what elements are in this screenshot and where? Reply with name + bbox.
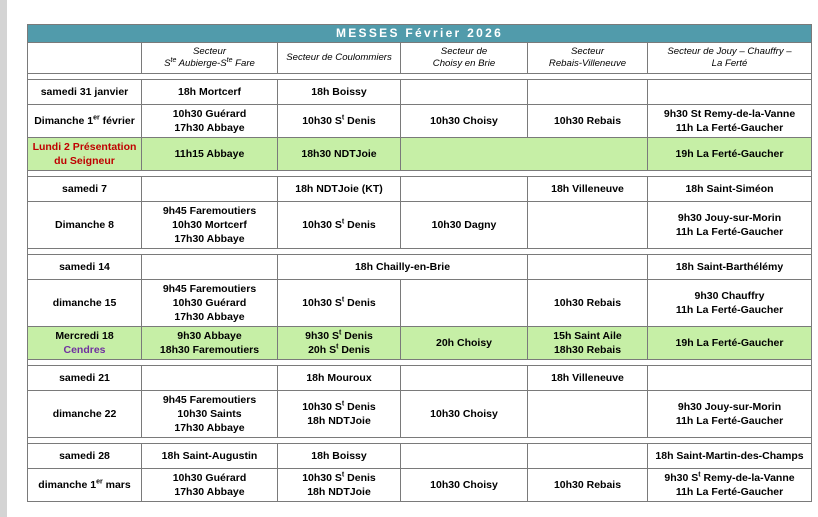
text-segment: Dimanche 8 (55, 219, 114, 231)
text-segment: 9h30 Jouy-sur-Morin (677, 212, 782, 224)
cell-line (650, 107, 809, 121)
cell-line (530, 371, 645, 385)
text-segment: Denis (344, 297, 376, 309)
schedule-row (28, 255, 812, 280)
text-segment: 17h30 Abbaye (174, 422, 245, 434)
text-segment: 18h Saint-Augustin (161, 450, 258, 462)
cell-line (280, 296, 398, 310)
text-segment: 18h Villeneuve (551, 372, 624, 384)
text-segment: 18h Villeneuve (551, 183, 624, 195)
cell-line (30, 407, 139, 421)
text-segment: 10h30 Rebais (553, 479, 622, 491)
mass-times-cell (142, 255, 278, 280)
mass-times-cell (142, 280, 278, 327)
cell-line (280, 147, 398, 161)
cell-line (650, 336, 809, 350)
mass-times-cell (278, 391, 401, 438)
text-segment: Dimanche 1 (34, 115, 94, 127)
text-segment: 18h Mouroux (306, 372, 372, 384)
mass-times-cell (528, 327, 648, 360)
mass-times-cell (142, 202, 278, 249)
superscript: t (341, 296, 345, 304)
mass-times-cell (278, 177, 401, 202)
text-segment: 11h La Ferté-Gaucher (675, 304, 784, 316)
text-segment: 10h30 S (302, 219, 342, 231)
cell-line (280, 329, 398, 343)
cell-line (144, 296, 275, 310)
text-segment: Secteur (192, 46, 227, 57)
text-segment: Choisy en Brie (432, 58, 496, 69)
text-segment: Denis (344, 115, 376, 127)
day-column-header (28, 43, 142, 74)
cell-line (30, 260, 139, 274)
sector-header-cell (648, 43, 812, 74)
text-segment: 11h La Ferté-Gaucher (675, 486, 784, 498)
mass-times-cell (401, 469, 528, 502)
cell-line (650, 147, 809, 161)
cell-line (280, 182, 398, 196)
mass-times-cell (278, 202, 401, 249)
cell-line (403, 218, 525, 232)
mass-times-cell (401, 327, 528, 360)
text-segment: février (99, 115, 135, 127)
cell-line (144, 407, 275, 421)
cell-line (403, 46, 525, 58)
schedule-title: MESSES Février 2026 (28, 25, 812, 43)
schedule-body (28, 74, 812, 502)
superscript: te (170, 56, 177, 64)
text-segment: 15h Saint Aile (553, 330, 622, 342)
cell-line (280, 471, 398, 485)
cell-line (144, 310, 275, 324)
text-segment: Denis (344, 219, 376, 231)
text-segment: 10h30 Rebais (553, 297, 622, 309)
text-segment: 10h30 Dagny (431, 219, 497, 231)
text-segment: 17h30 Abbaye (174, 233, 245, 245)
cell-line (530, 329, 645, 343)
cell-line (280, 218, 398, 232)
cell-line (144, 85, 275, 99)
text-segment: 9h30 S (664, 472, 699, 484)
mass-times-cell (142, 327, 278, 360)
text-segment: samedi 28 (59, 450, 110, 462)
cell-line (280, 343, 398, 357)
cell-line (530, 58, 645, 70)
cell-line (144, 393, 275, 407)
cell-line (650, 182, 809, 196)
superscript: t (336, 343, 339, 351)
sector-header-row (28, 43, 812, 74)
superscript: er (93, 114, 100, 122)
mass-times-cell (142, 138, 278, 171)
text-segment: 18h NDTJoie (307, 415, 371, 427)
sector-header-cell (142, 43, 278, 74)
colored-text: Lundi 2 Présentation (32, 141, 137, 153)
text-segment: Denis (338, 344, 370, 356)
mass-times-cell (528, 444, 648, 469)
text-segment: 9h30 St Remy-de-la-Vanne (663, 108, 796, 120)
cell-line (403, 407, 525, 421)
mass-times-cell (401, 391, 528, 438)
cell-line (30, 449, 139, 463)
cell-line (280, 260, 525, 274)
text-segment: 11h La Ferté-Gaucher (675, 226, 784, 238)
mass-times-cell (401, 280, 528, 327)
cell-line (144, 232, 275, 246)
text-segment: 10h30 Guérard (172, 472, 247, 484)
cell-line (650, 414, 809, 428)
mass-times-cell (648, 202, 812, 249)
cell-line (650, 400, 809, 414)
schedule-row (28, 469, 812, 502)
cell-line (144, 421, 275, 435)
cell-line (530, 343, 645, 357)
cell-line (650, 485, 809, 499)
cell-line (280, 485, 398, 499)
mass-times-cell (528, 80, 648, 105)
day-label (28, 469, 142, 502)
text-segment: 20h Choisy (435, 337, 493, 349)
text-segment: 10h30 S (302, 401, 342, 413)
text-segment: 10h30 Rebais (553, 115, 622, 127)
text-segment: 9h45 Faremoutiers (162, 205, 257, 217)
schedule-row (28, 366, 812, 391)
mass-times-cell (401, 80, 528, 105)
cell-line (30, 114, 139, 128)
text-segment: 19h La Ferté-Gaucher (675, 337, 784, 349)
schedule-row (28, 105, 812, 138)
text-segment: 10h30 S (302, 297, 342, 309)
cell-line (650, 449, 809, 463)
mass-times-cell (648, 444, 812, 469)
cell-line (403, 336, 525, 350)
text-segment: Denis (341, 330, 373, 342)
text-segment: 9h30 Abbaye (177, 330, 242, 342)
text-segment: Fare (232, 58, 255, 69)
superscript: t (341, 218, 345, 226)
schedule-row (28, 391, 812, 438)
mass-times-cell (528, 469, 648, 502)
colored-text: Cendres (63, 344, 106, 356)
cell-line (650, 289, 809, 303)
cell-line (144, 218, 275, 232)
cell-line (530, 114, 645, 128)
text-segment: Secteur de Coulommiers (286, 52, 392, 63)
cell-line (144, 343, 275, 357)
text-segment: 11h La Ferté-Gaucher (675, 415, 784, 427)
mass-times-cell (401, 366, 528, 391)
day-label (28, 327, 142, 360)
text-segment: samedi 21 (59, 372, 110, 384)
text-segment: 9h30 Jouy-sur-Morin (677, 401, 782, 413)
text-segment: 10h30 Choisy (430, 115, 498, 127)
text-segment: 9h30 S (305, 330, 339, 342)
text-segment: 10h30 S (302, 472, 342, 484)
schedule-row (28, 202, 812, 249)
mass-times-cell (278, 80, 401, 105)
mass-times-cell (278, 366, 401, 391)
cell-line (144, 58, 275, 70)
superscript: t (341, 400, 345, 408)
superscript: er (96, 478, 103, 486)
text-segment: mars (102, 479, 131, 491)
cell-line (144, 46, 275, 58)
text-segment: 10h30 Mortcerf (172, 219, 247, 231)
mass-times-cell (528, 366, 648, 391)
text-segment: Rebais-Villeneuve (548, 58, 627, 69)
text-segment: Mercredi 18 (55, 330, 114, 342)
mass-times-cell (648, 391, 812, 438)
mass-times-cell (648, 177, 812, 202)
cell-line (403, 114, 525, 128)
text-segment: 18h30 Faremoutiers (159, 344, 260, 356)
text-segment: Secteur (570, 46, 605, 57)
mass-times-cell (648, 280, 812, 327)
text-segment: 10h30 Saints (177, 408, 242, 420)
day-label (28, 391, 142, 438)
mass-times-cell (648, 327, 812, 360)
schedule-row (28, 80, 812, 105)
mass-times-cell (142, 391, 278, 438)
cell-line (650, 46, 809, 58)
text-segment: 10h30 Choisy (430, 408, 498, 420)
cell-line (280, 85, 398, 99)
cell-line (403, 478, 525, 492)
text-segment: dimanche 15 (52, 297, 117, 309)
day-label (28, 80, 142, 105)
cell-line (280, 114, 398, 128)
day-label (28, 280, 142, 327)
day-label (28, 444, 142, 469)
text-segment: 10h30 Guérard (172, 108, 247, 120)
cell-line (650, 260, 809, 274)
cell-line (30, 182, 139, 196)
sector-header-cell (401, 43, 528, 74)
text-segment: 19h La Ferté-Gaucher (675, 148, 784, 160)
mass-times-cell (528, 177, 648, 202)
cell-line (144, 329, 275, 343)
text-segment: samedi 7 (62, 183, 107, 195)
text-segment: 17h30 Abbaye (174, 122, 245, 134)
text-segment: 18h Saint-Siméon (685, 183, 774, 195)
mass-times-cell (142, 105, 278, 138)
sector-header-cell (528, 43, 648, 74)
text-segment: 18h Mortcerf (177, 86, 241, 98)
mass-times-cell (528, 255, 648, 280)
cell-line (650, 225, 809, 239)
day-label (28, 255, 142, 280)
mass-times-cell (528, 280, 648, 327)
day-label (28, 105, 142, 138)
mass-times-cell (528, 202, 648, 249)
mass-times-cell (278, 469, 401, 502)
schedule-row (28, 138, 812, 171)
text-segment: Denis (344, 401, 376, 413)
superscript: t (698, 471, 701, 479)
cell-line (530, 478, 645, 492)
cell-line (403, 58, 525, 70)
cell-line (30, 343, 139, 357)
text-segment: 18h Boissy (311, 450, 367, 462)
text-segment: 18h NDTJoie (307, 486, 371, 498)
cell-line (280, 371, 398, 385)
text-segment: samedi 31 janvier (40, 86, 129, 98)
mass-times-cell (278, 255, 528, 280)
schedule-row (28, 444, 812, 469)
cell-line (144, 121, 275, 135)
mass-times-cell (648, 80, 812, 105)
cell-line (30, 478, 139, 492)
sector-header-cell (278, 43, 401, 74)
text-segment: 20h S (308, 344, 337, 356)
mass-times-cell (648, 366, 812, 391)
mass-times-cell (278, 105, 401, 138)
mass-times-cell (648, 105, 812, 138)
cell-line (144, 107, 275, 121)
day-label (28, 366, 142, 391)
text-segment: 9h45 Faremoutiers (162, 283, 257, 295)
text-segment: Denis (344, 472, 376, 484)
mass-times-cell (528, 391, 648, 438)
cell-line (530, 182, 645, 196)
mass-times-cell (142, 80, 278, 105)
text-segment: 18h30 NDTJoie (301, 148, 377, 160)
cell-line (144, 449, 275, 463)
cell-line (30, 218, 139, 232)
text-segment: 9h45 Faremoutiers (162, 394, 257, 406)
text-segment: 17h30 Abbaye (174, 311, 245, 323)
day-label (28, 138, 142, 171)
cell-line (280, 414, 398, 428)
mass-times-cell (648, 469, 812, 502)
text-segment: 11h15 Abbaye (174, 148, 245, 160)
mass-times-cell (401, 444, 528, 469)
cell-line (144, 282, 275, 296)
mass-times-cell (401, 138, 648, 171)
mass-times-cell (401, 105, 528, 138)
cell-line (650, 58, 809, 70)
text-segment: 10h30 Guérard (172, 297, 247, 309)
cell-line (30, 371, 139, 385)
cell-line (280, 52, 398, 64)
text-segment: samedi 14 (59, 261, 110, 273)
superscript: t (341, 471, 345, 479)
cell-line (650, 211, 809, 225)
superscript: t (341, 114, 345, 122)
text-segment: Secteur de (440, 46, 488, 57)
text-segment: La Ferté (711, 58, 748, 69)
mass-times-cell (278, 138, 401, 171)
superscript: te (226, 56, 233, 64)
cell-line (650, 471, 809, 485)
text-segment: 18h Boissy (311, 86, 367, 98)
text-segment: 18h Saint-Martin-des-Champs (655, 450, 804, 462)
text-segment: 10h30 Choisy (430, 479, 498, 491)
text-segment: 17h30 Abbaye (174, 486, 245, 498)
cell-line (280, 400, 398, 414)
mass-times-cell (142, 366, 278, 391)
mass-times-cell (648, 255, 812, 280)
mass-schedule-table (27, 24, 812, 502)
mass-times-cell (278, 444, 401, 469)
superscript: t (339, 329, 342, 337)
text-segment: S (164, 58, 171, 69)
mass-times-cell (401, 202, 528, 249)
cell-line (530, 296, 645, 310)
cell-line (650, 121, 809, 135)
mass-times-cell (142, 177, 278, 202)
text-segment: 18h NDTJoie (KT) (295, 183, 383, 195)
cell-line (530, 46, 645, 58)
text-segment: Remy-de-la-Vanne (700, 472, 795, 484)
title-row (28, 25, 812, 43)
cell-line (30, 296, 139, 310)
schedule-row (28, 280, 812, 327)
day-label (28, 177, 142, 202)
cell-line (144, 485, 275, 499)
cell-line (30, 85, 139, 99)
text-segment: 10h30 S (302, 115, 342, 127)
cell-line (30, 154, 139, 168)
cell-line (144, 147, 275, 161)
cell-line (30, 329, 139, 343)
page-margin-band (0, 0, 7, 517)
cell-line (144, 204, 275, 218)
mass-times-cell (278, 280, 401, 327)
mass-times-cell (142, 469, 278, 502)
cell-line (144, 471, 275, 485)
text-segment: 18h30 Rebais (553, 344, 622, 356)
cell-line (650, 303, 809, 317)
text-segment: 18h Saint-Barthélémy (675, 261, 784, 273)
text-segment: 18h Chailly-en-Brie (354, 261, 451, 273)
schedule-row (28, 177, 812, 202)
text-segment: Secteur de Jouy – Chauffry – (667, 46, 792, 57)
cell-line (280, 449, 398, 463)
cell-line (30, 140, 139, 154)
mass-times-cell (648, 138, 812, 171)
mass-times-cell (142, 444, 278, 469)
text-segment: dimanche 1 (38, 479, 97, 491)
mass-times-cell (278, 327, 401, 360)
schedule-row (28, 327, 812, 360)
mass-times-cell (401, 177, 528, 202)
text-segment: dimanche 22 (52, 408, 117, 420)
text-segment: 11h La Ferté-Gaucher (675, 122, 784, 134)
colored-text: du Seigneur (54, 155, 115, 167)
text-segment: 9h30 Chauffry (694, 290, 765, 302)
mass-times-cell (528, 105, 648, 138)
day-label (28, 202, 142, 249)
text-segment: Aubierge-S (176, 58, 227, 69)
